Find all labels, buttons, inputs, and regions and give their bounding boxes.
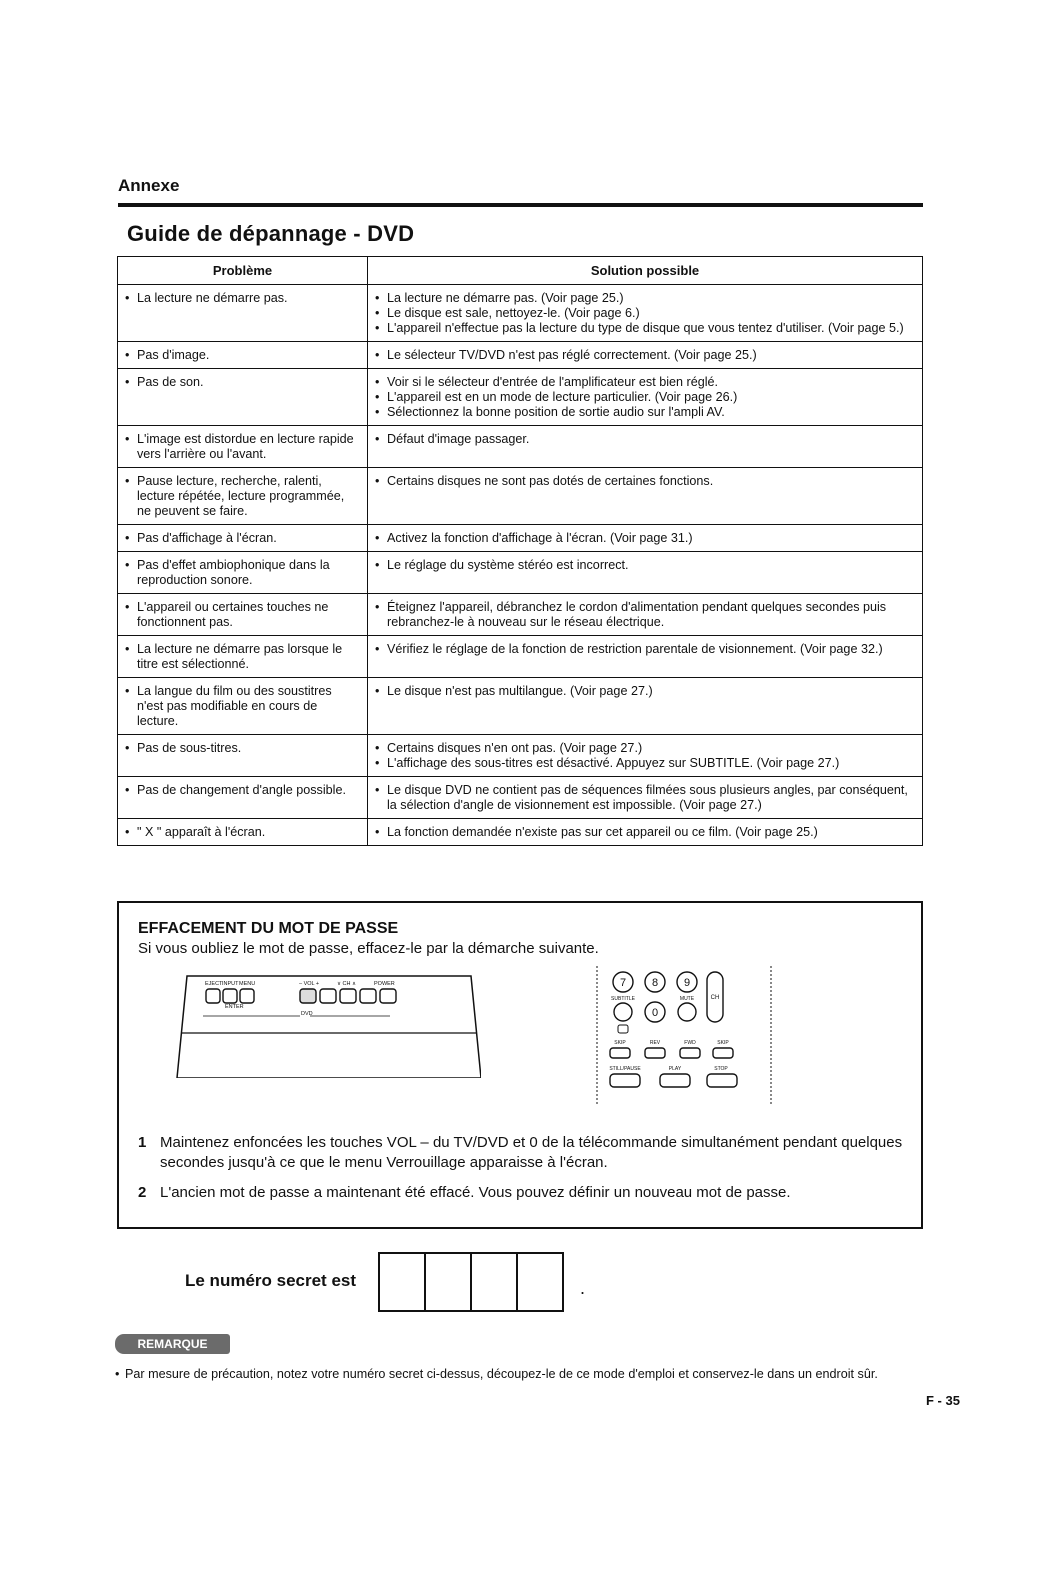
panel-menu-button (240, 989, 254, 1003)
panel-label-eject: EJECT (205, 981, 223, 987)
solution-text: • Défaut d'image passager. (374, 432, 916, 447)
remote-label-subtitle: SUBTITLE (611, 996, 635, 1002)
solution-text: • L'appareil n'effectue pas la lecture du type de disque que vous tentez d'utiliser. (Voir page 5.) (374, 321, 916, 336)
problem-cell (118, 735, 368, 777)
table-row (118, 552, 923, 594)
panel-label-vol: – VOL + (299, 981, 320, 987)
solution-text: • Vérifiez le réglage de la fonction de restriction parentale de visionnement. (Voir page 32.) (374, 642, 916, 657)
panel-label-input: INPUT (222, 981, 239, 987)
page-title: Guide de dépannage - DVD (127, 221, 415, 246)
problem-cell (118, 525, 368, 552)
problem-text: • Pas d'effet ambiophonique dans la reproduction sonore. (124, 558, 361, 588)
panel-power-button (380, 989, 396, 1003)
remote-key-7: 7 (619, 977, 627, 989)
column-header-problem: Problème (118, 257, 368, 285)
password-reset-box (117, 901, 923, 1229)
table-row (118, 594, 923, 636)
remark-note (115, 1366, 915, 1382)
problem-text: • " X " apparaît à l'écran. (124, 825, 361, 840)
header-rule (118, 203, 923, 207)
column-header-solution: Solution possible (368, 257, 923, 285)
panel-label-dvd: DVD (301, 1011, 313, 1017)
solution-text: • Le sélecteur TV/DVD n'est pas réglé correctement. (Voir page 25.) (374, 348, 916, 363)
problem-text: • La lecture ne démarre pas. (124, 291, 361, 306)
table-body (118, 285, 923, 846)
secret-digit-box (378, 1252, 426, 1312)
problem-text: • Pause lecture, recherche, ralenti, lecture répétée, lecture programmée, ne peuvent se faire. (124, 474, 361, 519)
problem-text: • L'image est distordue en lecture rapide vers l'arrière ou l'avant. (124, 432, 361, 462)
table-row (118, 426, 923, 468)
solution-text: • Le réglage du système stéréo est incorrect. (374, 558, 916, 573)
solution-cell (368, 426, 923, 468)
secret-number-label: Le numéro secret est (185, 1271, 357, 1290)
solution-cell (368, 342, 923, 369)
solution-cell (368, 777, 923, 819)
step-1-number: 1 (138, 1134, 147, 1151)
problem-cell (118, 369, 368, 426)
solution-text: • L'affichage des sous-titres est désactivé. Appuyez sur SUBTITLE. (Voir page 27.) (374, 756, 916, 771)
table-row (118, 678, 923, 735)
step-2 (138, 1183, 908, 1203)
remote-label-skip-back: SKIP (614, 1040, 626, 1046)
solution-text: • La lecture ne démarre pas. (Voir page 25.) (374, 291, 916, 306)
solution-text: • Éteignez l'appareil, débranchez le cordon d'alimentation pendant quelques secondes puis rebranchez-le à nouveau sur le réseau électrique. (374, 600, 916, 630)
panel-input-button (223, 989, 237, 1003)
problem-text: • Pas de son. (124, 375, 361, 390)
remote-key-8: 8 (651, 977, 659, 989)
page-number: F - 35 (926, 1393, 960, 1408)
problem-cell (118, 678, 368, 735)
remote-label-skip-fwd: SKIP (717, 1040, 729, 1046)
remote-label-mute: MUTE (679, 996, 695, 1002)
remote-label-ch: CH (710, 995, 720, 1001)
panel-eject-button (206, 989, 220, 1003)
secret-digit-box (424, 1252, 472, 1312)
panel-ch-down-button (340, 989, 356, 1003)
solution-cell (368, 525, 923, 552)
solution-text: • Activez la fonction d'affichage à l'écran. (Voir page 31.) (374, 531, 916, 546)
remote-label-stop: STOP (714, 1066, 728, 1072)
secret-digit-box (470, 1252, 518, 1312)
problem-cell (118, 594, 368, 636)
solution-text: • Sélectionnez la bonne position de sortie audio sur l'ampli AV. (374, 405, 916, 420)
remote-label-fwd: FWD (684, 1040, 696, 1046)
section-label: Annexe (118, 176, 180, 195)
problem-cell (118, 552, 368, 594)
table-row (118, 468, 923, 525)
solution-cell (368, 735, 923, 777)
table-row (118, 369, 923, 426)
solution-cell (368, 636, 923, 678)
panel-label-enter: ENTER (225, 1004, 244, 1010)
remote-label-still-pause: STILL/PAUSE (609, 1066, 641, 1072)
remote-label-rev: REV (649, 1040, 661, 1046)
tv-control-panel-illustration (175, 970, 481, 1078)
step-2-number: 2 (138, 1184, 147, 1201)
table-row (118, 735, 923, 777)
problem-text: • La langue du film ou des soustitres n'est pas modifiable en cours de lecture. (124, 684, 361, 729)
table-row (118, 342, 923, 369)
problem-text: • Pas de changement d'angle possible. (124, 783, 361, 798)
panel-label-menu: MENU (239, 981, 256, 987)
remote-control-illustration (595, 966, 773, 1106)
panel-vol-minus-button (300, 989, 316, 1003)
remote-key-0: 0 (651, 1007, 659, 1019)
solution-cell (368, 369, 923, 426)
problem-text: • Pas de sous-titres. (124, 741, 361, 756)
problem-cell (118, 777, 368, 819)
problem-text: • La lecture ne démarre pas lorsque le titre est sélectionné. (124, 642, 361, 672)
secret-period: . (580, 1278, 586, 1298)
solution-text: • Le disque est sale, nettoyez-le. (Voir page 6.) (374, 306, 916, 321)
solution-text: • L'appareil est en un mode de lecture particulier. (Voir page 26.) (374, 390, 916, 405)
solution-text: • Certains disques ne sont pas dotés de certaines fonctions. (374, 474, 916, 489)
remark-badge: REMARQUE (115, 1334, 230, 1354)
solution-text: • Certains disques n'en ont pas. (Voir page 27.) (374, 741, 916, 756)
password-reset-title: EFFACEMENT DU MOT DE PASSE (138, 920, 399, 937)
panel-ch-up-button (360, 989, 376, 1003)
solution-text: • La fonction demandée n'existe pas sur cet appareil ou ce film. (Voir page 25.) (374, 825, 916, 840)
table-row (118, 819, 923, 846)
remote-label-play: PLAY (668, 1066, 682, 1072)
problem-text: • L'appareil ou certaines touches ne fonctionnent pas. (124, 600, 361, 630)
step-2-text: L'ancien mot de passe a maintenant été effacé. Vous pouvez définir un nouveau mot de passe. (160, 1184, 791, 1201)
solution-text: • Le disque DVD ne contient pas de séquences filmées sous plusieurs angles, par conséquent, la sélection d'angle de visionnement est impossible. (Voir page 27.) (374, 783, 916, 813)
problem-text: • Pas d'image. (124, 348, 361, 363)
table-row (118, 285, 923, 342)
problem-cell (118, 636, 368, 678)
secret-digit-box (516, 1252, 564, 1312)
solution-cell (368, 468, 923, 525)
solution-cell (368, 594, 923, 636)
problem-cell (118, 285, 368, 342)
solution-cell (368, 552, 923, 594)
solution-cell (368, 285, 923, 342)
password-reset-intro: Si vous oubliez le mot de passe, effacez-le par la démarche suivante. (138, 940, 599, 957)
table-row (118, 525, 923, 552)
remote-key-9: 9 (683, 977, 691, 989)
solution-cell (368, 678, 923, 735)
panel-label-ch: ∨ CH ∧ (337, 981, 357, 987)
remark-text: • Par mesure de précaution, notez votre numéro secret ci-dessus, découpez-le de ce mode d'emploi et conservez-le dans un endroit sûr. (115, 1366, 915, 1382)
panel-vol-plus-button (320, 989, 336, 1003)
problem-cell (118, 426, 368, 468)
panel-label-power: POWER (374, 981, 395, 987)
step-1 (138, 1133, 908, 1173)
troubleshooting-table (117, 256, 923, 846)
problem-text: • Pas d'affichage à l'écran. (124, 531, 361, 546)
solution-text: • Voir si le sélecteur d'entrée de l'amplificateur est bien réglé. (374, 375, 916, 390)
problem-cell (118, 819, 368, 846)
solution-text: • Le disque n'est pas multilangue. (Voir page 27.) (374, 684, 916, 699)
table-row (118, 777, 923, 819)
problem-cell (118, 342, 368, 369)
table-row (118, 636, 923, 678)
solution-cell (368, 819, 923, 846)
problem-cell (118, 468, 368, 525)
secret-number-boxes (380, 1252, 564, 1312)
step-1-text: Maintenez enfoncées les touches VOL – du TV/DVD et 0 de la télécommande simultanément pendant quelques secondes jusqu'à ce que le menu Verrouillage apparaisse à l'écran. (160, 1134, 903, 1171)
table-header-row (118, 257, 923, 285)
